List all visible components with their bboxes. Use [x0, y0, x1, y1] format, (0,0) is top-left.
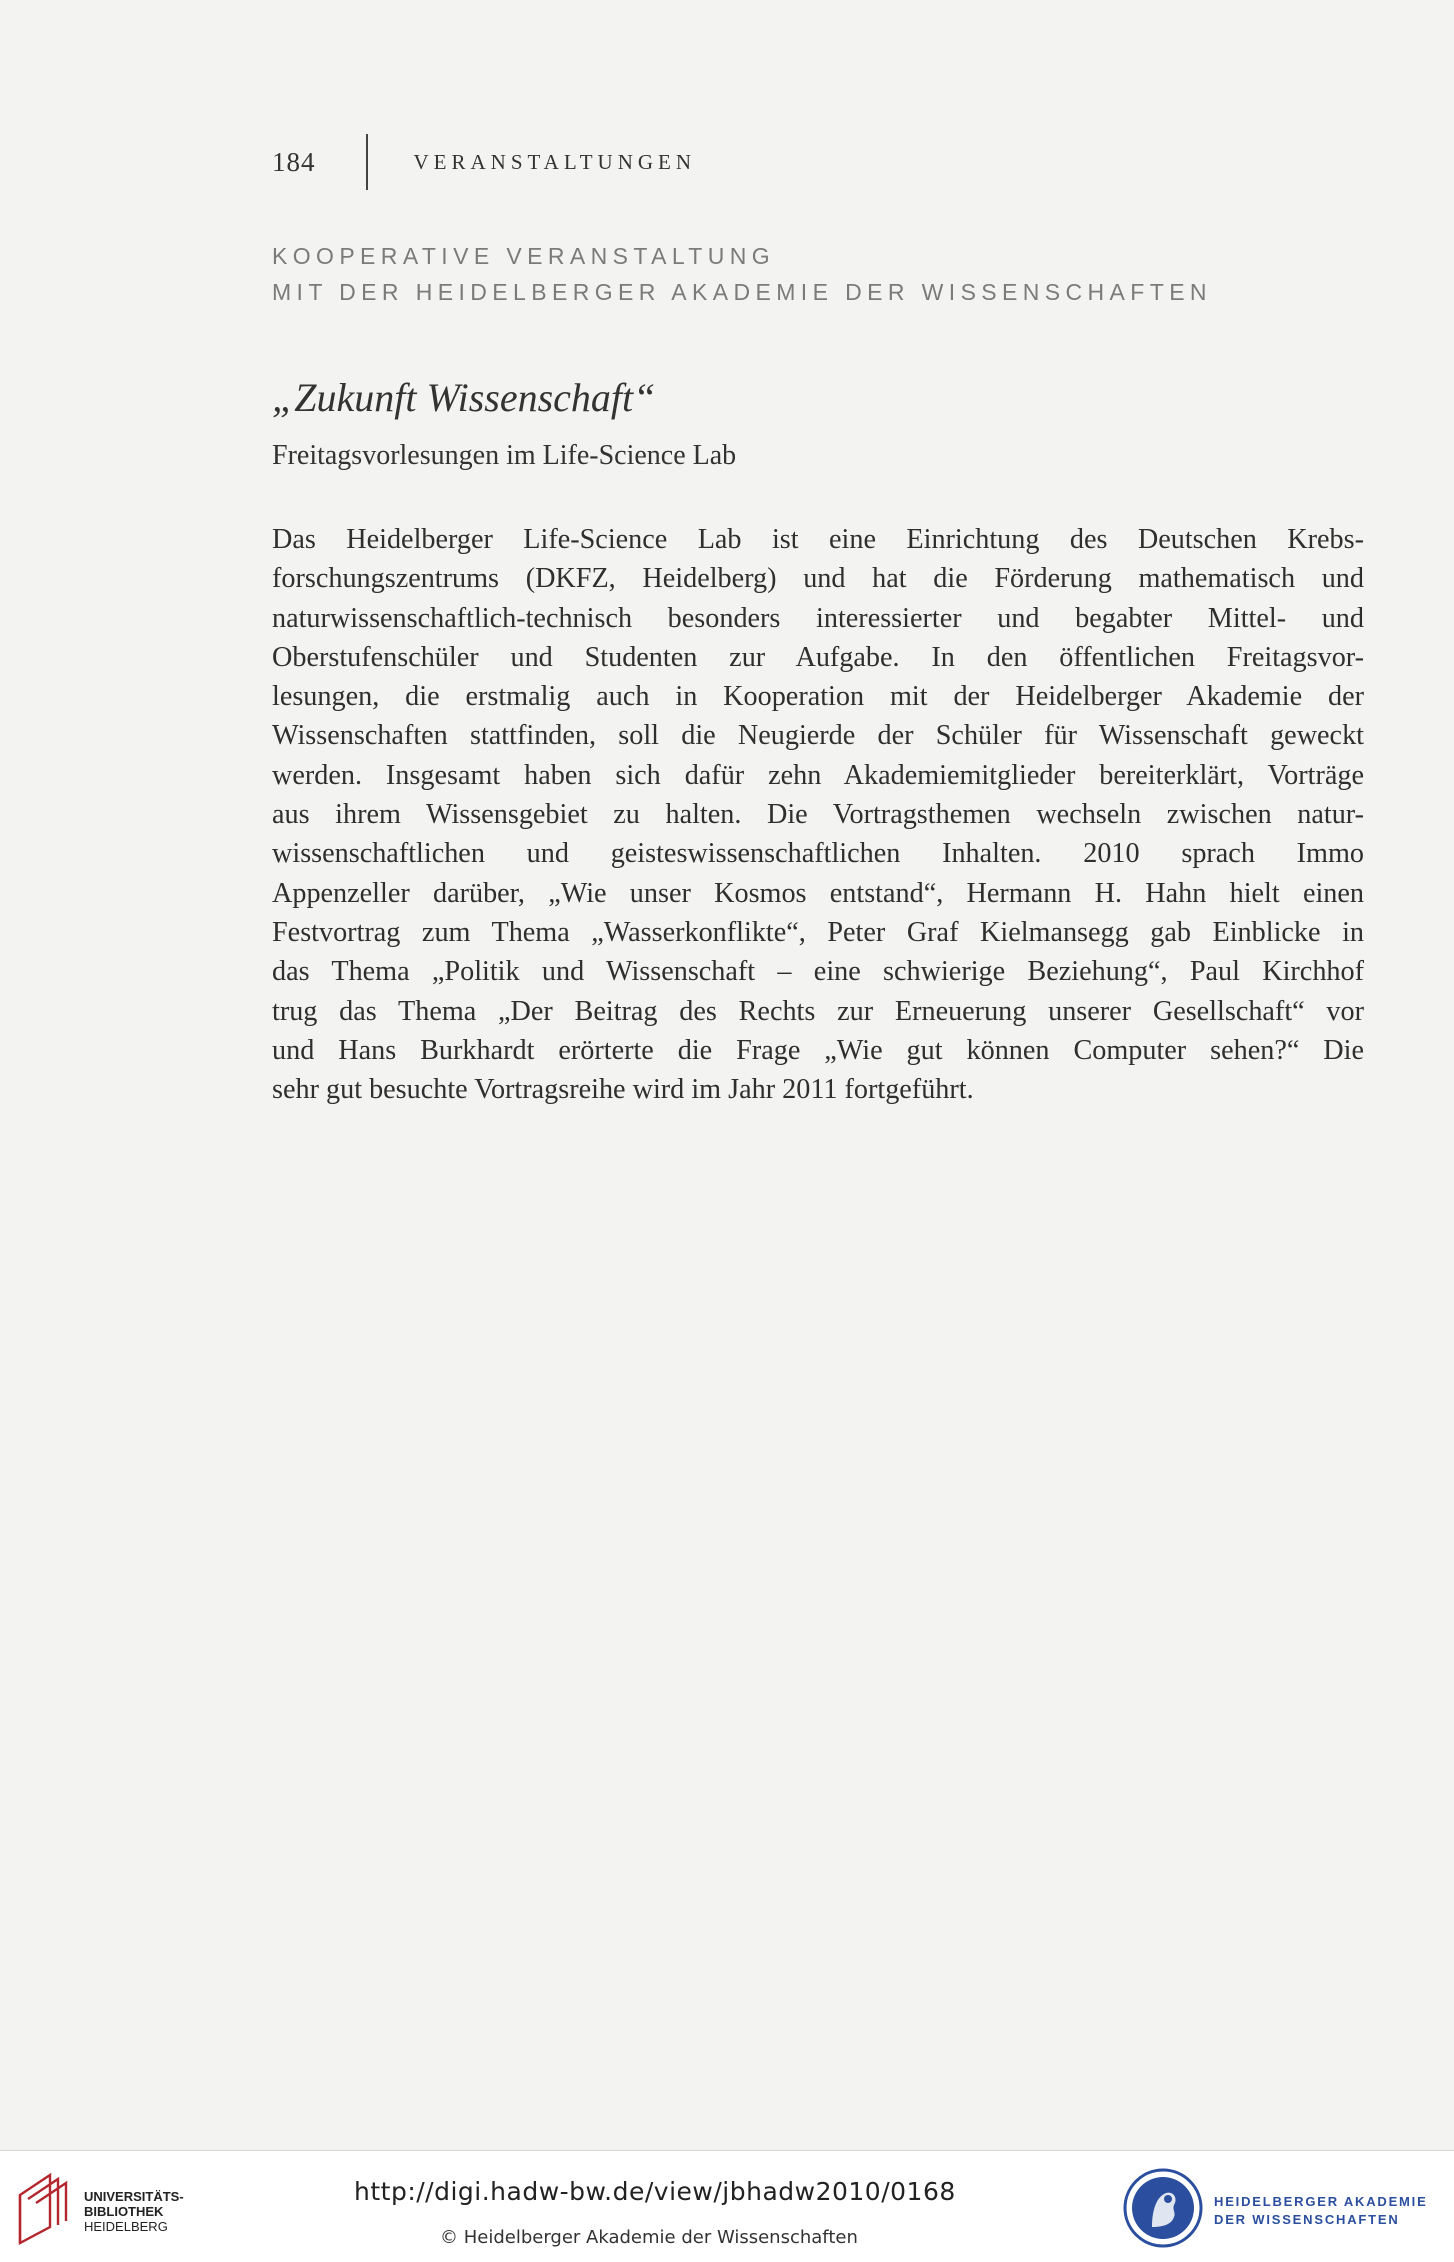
library-name-line-2: BIBLIOTHEK [84, 2204, 164, 2219]
academy-seal-icon[interactable] [1122, 2167, 1204, 2249]
kicker-line-1: KOOPERATIVE VERANSTALTUNG [272, 243, 776, 269]
body-line: und Hans Burkhardt erörterte die Frage „Wie gut können Computer sehen?“ Die [272, 1034, 1364, 1066]
digitization-footer [0, 2150, 1454, 2262]
event-kicker [272, 238, 1212, 310]
academy-name [1214, 2193, 1428, 2229]
body-line: Das Heidelberger Life-Science Lab ist eine Einrichtung des Deutschen Krebs- [272, 524, 1364, 555]
body-line: lesungen, die erstmalig auch in Kooperation mit der Heidelberger Akademie der [272, 681, 1364, 713]
header-divider [366, 134, 368, 190]
body-line: forschungszentrums (DKFZ, Heidelberg) und hat die Förderung mathematisch und [272, 563, 1364, 595]
article-subtitle: Freitagsvorlesungen im Life-Science Lab [272, 440, 737, 471]
academy-name-line-1: HEIDELBERGER AKADEMIE [1214, 2194, 1428, 2209]
article-body [272, 520, 1364, 1109]
library-name-line-3: HEIDELBERG [84, 2219, 168, 2234]
body-line: wissenschaftlichen und geisteswissenschaftlichen Inhalten. 2010 sprach Immo [272, 838, 1364, 870]
copyright-notice: © Heidelberger Akademie der Wissenschaften [440, 2227, 858, 2248]
academy-name-line-2: DER WISSENSCHAFTEN [1214, 2212, 1400, 2227]
kicker-line-2: MIT DER HEIDELBERGER AKADEMIE DER WISSENSCHAFTEN [272, 279, 1212, 305]
library-name-line-1: UNIVERSITÄTS- [84, 2189, 184, 2204]
section-name: VERANSTALTUNGEN [413, 149, 697, 174]
article-title: „Zukunft Wissenschaft“ [272, 375, 656, 420]
university-library-name [84, 2189, 184, 2234]
body-line: trug das Thema „Der Beitrag des Rechts zur Erneuerung unserer Gesellschaft“ vor [272, 995, 1364, 1027]
body-line: sehr gut besuchte Vortragsreihe wird im Jahr 2011 fortgeführt. [272, 1074, 974, 1106]
body-line: naturwissenschaftlich-technisch besonders interessierter und begabter Mittel- und [272, 602, 1364, 634]
body-line: Wissenschaften stattfinden, soll die Neugierde der Schüler für Wissenschaft geweckt [272, 720, 1364, 752]
body-line: aus ihrem Wissensgebiet zu halten. Die Vortragsthemen wechseln zwischen natur- [272, 799, 1364, 831]
body-line: das Thema „Politik und Wissenschaft – eine schwierige Beziehung“, Paul Kirchhof [272, 956, 1364, 988]
body-line: werden. Insgesamt haben sich dafür zehn Akademiemitglieder bereiterklärt, Vorträge [272, 759, 1364, 791]
permalink-url[interactable]: http://digi.hadw-bw.de/view/jbhadw2010/0168 [354, 2177, 956, 2206]
body-line: Festvortrag zum Thema „Wasserkonflikte“, Peter Graf Kielmansegg gab Einblicke in [272, 916, 1364, 948]
running-head [272, 140, 696, 184]
body-line: Oberstufenschüler und Studenten zur Aufgabe. In den öffentlichen Freitagsvor- [272, 641, 1364, 673]
body-line: Appenzeller darüber, „Wie unser Kosmos entstand“, Hermann H. Hahn hielt einen [272, 877, 1364, 909]
page-number: 184 [272, 146, 316, 177]
university-library-logo-icon[interactable] [14, 2165, 80, 2245]
